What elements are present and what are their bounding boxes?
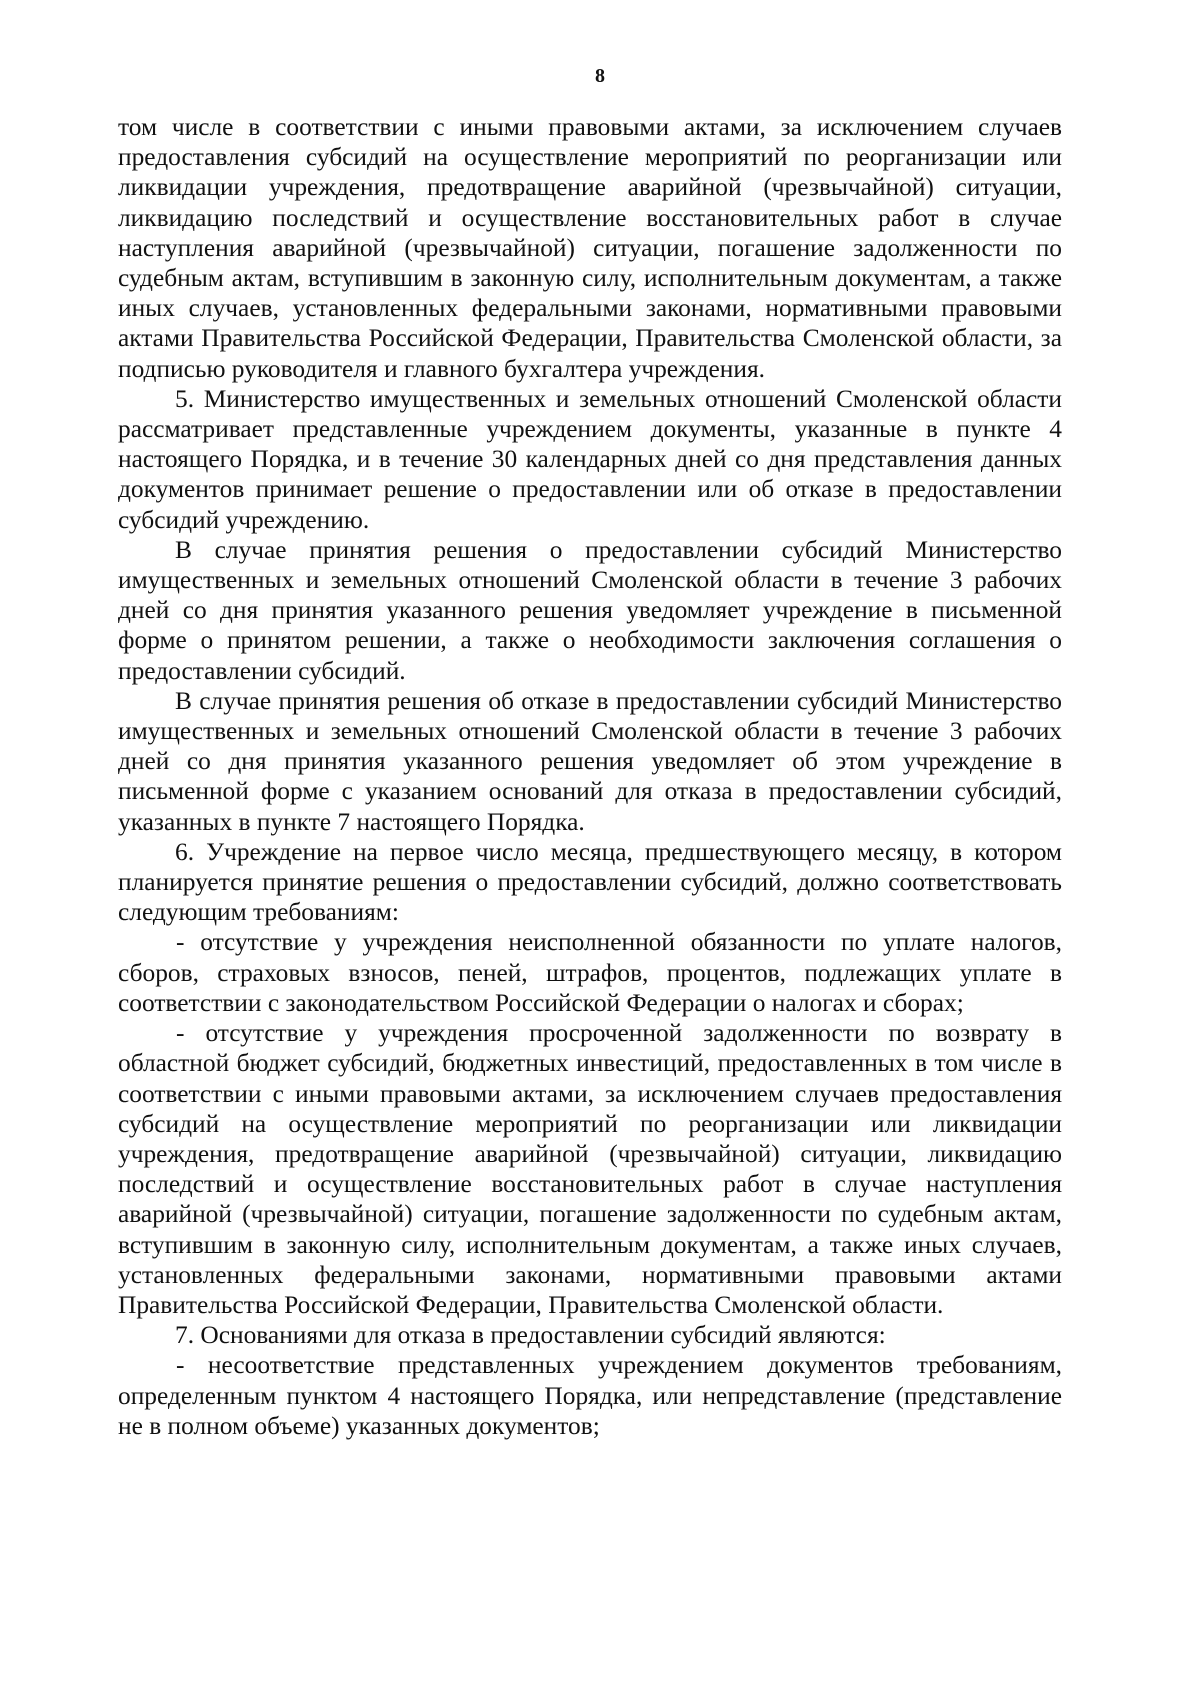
document-body — [118, 112, 1062, 1441]
paragraph-item-7: 7. Основаниями для отказа в предоставлении субсидий являются: — [175, 1321, 886, 1350]
requirement-no-overdue-debt: - отсутствие у учреждения просроченной задолженности по возврату в областной бюджет субсидий, бюджетных инвестиций, предоставленных в том числе в соответствии с иными правовыми актами, за исключением случаев предоставления субсидий на осуществление мероприятий по реорганизации или ликвидации учреждения, предотвращение аварийной (чрезвычайной) ситуации, ликвидацию последствий и осуществление восстановительных работ в случае наступления аварийной (чрезвычайной) ситуации, погашение задолженности по судебным актам, вступившим в законную силу, исполнительным документам, а также иных случаев, установленных федеральными законами, нормативными правовыми актами Правительства Российской Федерации, Правительства Смоленской области. — [118, 1019, 1062, 1319]
paragraph-refusal-decision: В случае принятия решения об отказе в предоставлении субсидий Министерство имущественных и земельных отношений Смоленской области в течение 3 рабочих дней со дня принятия указанного решения уведомляет об этом учреждение в письменной форме с указанием оснований для отказа в предоставлении субсидий, указанных в пункте 7 настоящего Порядка. — [118, 686, 1062, 836]
paragraph-item-5: 5. Министерство имущественных и земельных отношений Смоленской области рассматривает представленные учреждением документы, указанные в пункте 4 настоящего Порядка, и в течение 30 календарных дней со дня представления данных документов принимает решение о предоставлении или об отказе в предоставлении субсидий учреждению. — [118, 384, 1062, 534]
page-number: 8 — [595, 65, 605, 87]
paragraph-grant-decision: В случае принятия решения о предоставлении субсидий Министерство имущественных и земельных отношений Смоленской области в течение 3 рабочих дней со дня принятия указанного решения уведомляет учреждение в письменной форме о принятом решении, а также о необходимости заключения соглашения о предоставлении субсидий. — [118, 535, 1062, 685]
refusal-ground-documents: - несоответствие представленных учреждением документов требованиям, определенным пунктом 4 настоящего Порядка, или непредставление (представление не в полном объеме) указанных документов; — [118, 1351, 1062, 1440]
paragraph-item-6: 6. Учреждение на первое число месяца, предшествующего месяцу, в котором планируется принятие решения о предоставлении субсидий, должно соответствовать следующим требованиям: — [118, 837, 1062, 927]
requirement-no-tax-debt: - отсутствие у учреждения неисполненной обязанности по уплате налогов, сборов, страховых взносов, пеней, штрафов, процентов, подлежащих уплате в соответствии с законодательством Российской Федерации о налогах и сборах; — [118, 928, 1062, 1017]
paragraph-continuation: том числе в соответствии с иными правовыми актами, за исключением случаев предоставления субсидий на осуществление мероприятий по реорганизации или ликвидации учреждения, предотвращение аварийной (чрезвычайной) ситуации, ликвидацию последствий и осуществление восстановительных работ в случае наступления аварийной (чрезвычайной) ситуации, погашение задолженности по судебным актам, вступившим в законную силу, исполнительным документам, а также иных случаев, установленных федеральными законами, нормативными правовыми актами Правительства Российской Федерации, Правительства Смоленской области, за подписью руководителя и главного бухгалтера учреждения. — [118, 113, 1062, 383]
